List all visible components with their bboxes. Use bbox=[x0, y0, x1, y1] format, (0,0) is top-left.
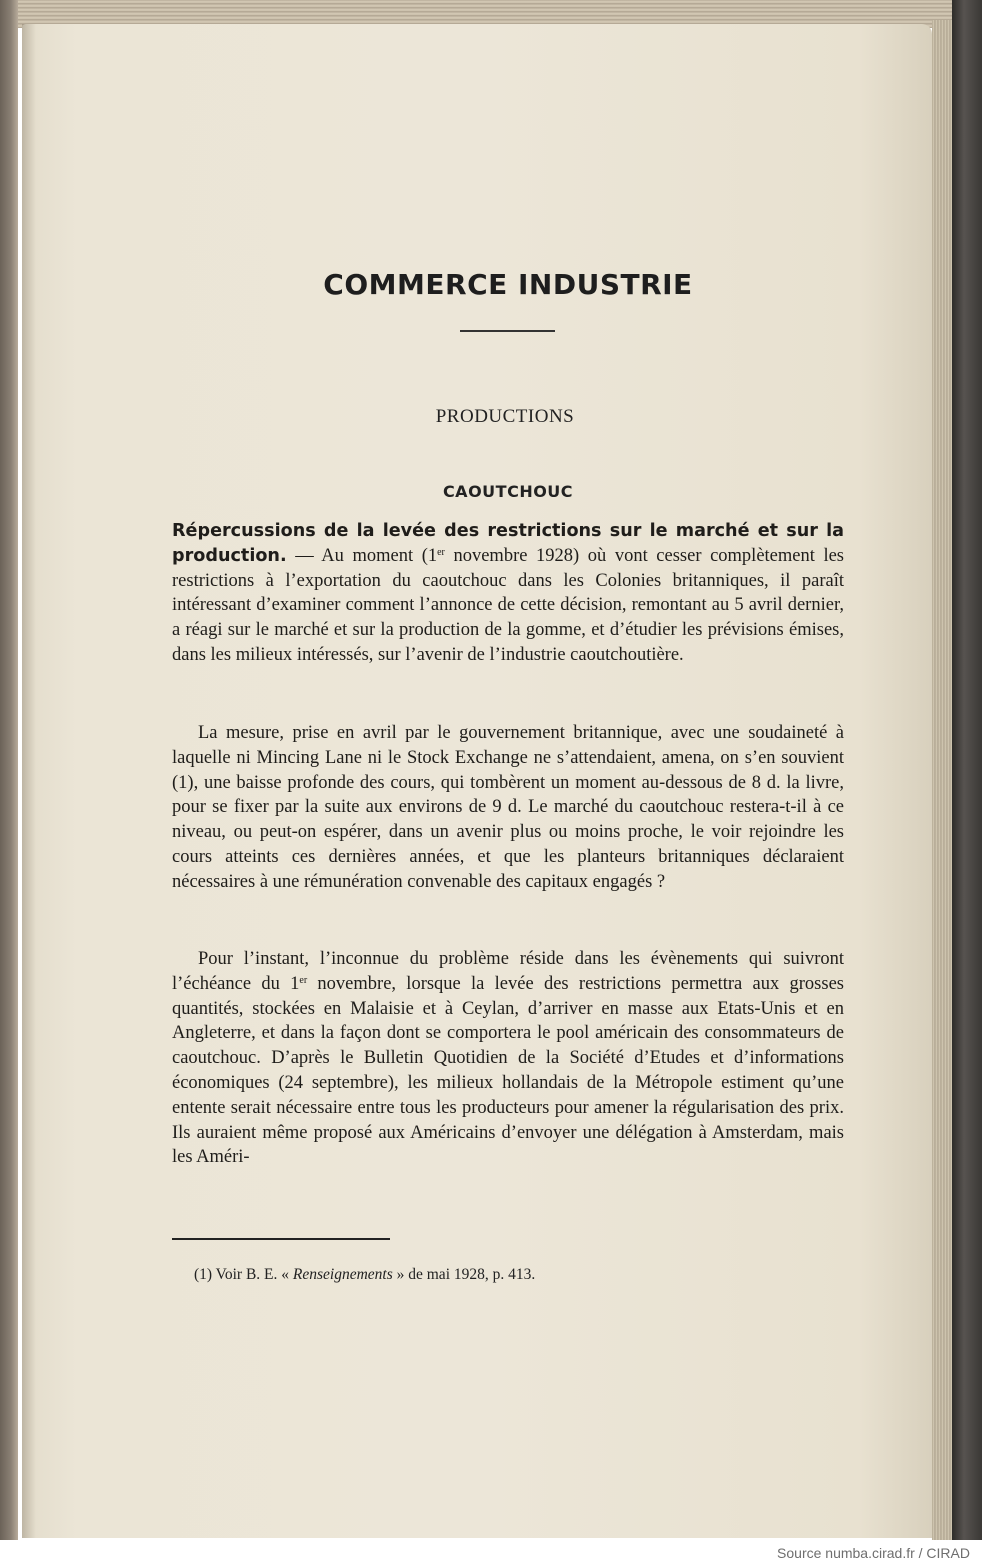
paragraph-3-text-a: Pour l’instant, l’inconnue du problème réside dans les évènements qui suivront l’échéance du 1 bbox=[172, 949, 844, 994]
paragraph-1-text-a: — Au moment (1 bbox=[286, 545, 438, 566]
paragraph-1-text-b: novembre 1928) où vont cesser complètement les restrictions à l’exportation du caoutchouc dans les Colonies britanniques, il paraît intéressant d’examiner comment l’annonce de cette décision, remontant au 5 avril dernier, a réagi sur le marché et sur la production de la gomme, et d’étudier les prévisions émises, dans les milieux intéressés, sur l’avenir de l’industrie caoutchoutière. bbox=[172, 545, 844, 665]
footnote-divider bbox=[172, 1238, 390, 1240]
footnote bbox=[194, 1266, 794, 1284]
paragraph-3-sup: er bbox=[299, 974, 308, 986]
book-binding-left bbox=[0, 0, 18, 1540]
title-divider bbox=[460, 330, 555, 332]
footnote-prefix: (1) Voir B. E. « bbox=[194, 1266, 293, 1283]
footnote-italic: Renseignements bbox=[292, 1266, 393, 1283]
source-credit: Source numba.cirad.fr / CIRAD bbox=[777, 1545, 970, 1561]
page-title: COMMERCE INDUSTRIE bbox=[323, 268, 693, 301]
paragraph-1 bbox=[172, 519, 844, 668]
page-stack-right bbox=[932, 20, 952, 1540]
subsection-heading: CAOUTCHOUC bbox=[442, 482, 574, 501]
paragraph-2: La mesure, prise en avril par le gouvernement britannique, avec une soudaineté à laquelle ni Mincing Lane ni le Stock Exchange ne s’attendaient, amena, on s’en souvient (1), une baisse profonde des cours, qui tombèrent un moment au-dessous de 8 d. la livre, pour se fixer par la suite aux environs de 9 d. Le marché du caoutchouc restera-t-il à ce niveau, ou peut-on espérer, dans un avenir plus ou moins proche, le voir rejoindre les cours atteints ces dernières années, et que les planteurs britanniques déclaraient nécessaires à une rémunération convenable des capitaux engagés ? bbox=[172, 723, 844, 892]
paragraph-3 bbox=[172, 947, 844, 1170]
book-cover-right bbox=[952, 0, 982, 1540]
footnote-suffix: » de mai 1928, p. 413. bbox=[392, 1266, 536, 1283]
paragraph-1-sup: er bbox=[437, 546, 445, 558]
section-heading: PRODUCTIONS bbox=[435, 406, 575, 427]
paragraph-3-text-b: novembre, lorsque la levée des restrictions permettra aux grosses quantités, stockées en Malaisie et à Ceylan, d’arriver en masse aux Etats-Unis et en Angleterre, et dans la façon dont se comportera le pool américain des consommateurs de caoutchouc. D’après le Bulletin Quotidien de la Société d’Etudes et d’informations économiques (24 septembre), les milieux hollandais de la Métropole estiment qu’une entente serait nécessaire entre tous les producteurs pour amener la régularisation des prix. Ils auraient même proposé aux Américains d’envoyer une délégation à Amsterdam, mais les Améri- bbox=[172, 973, 844, 1168]
paragraph-1-lead: Répercussions de la levée des restrictions sur le marché et sur la production. bbox=[172, 521, 844, 566]
